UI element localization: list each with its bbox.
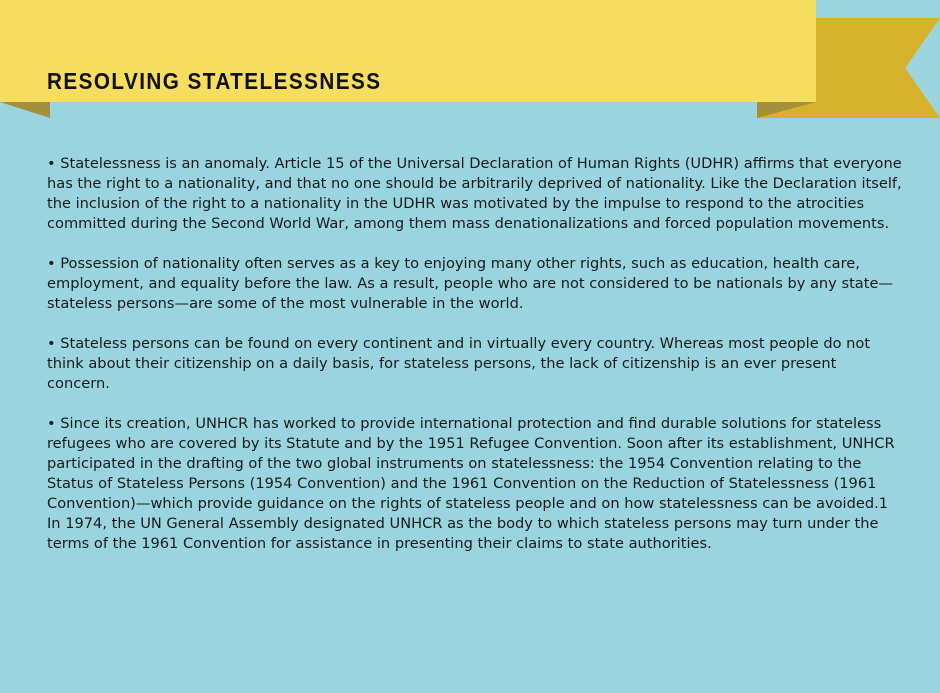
paragraph-nationality-right: • Statelessness is an anomaly. Article 15 of the Universal Declaration of Human Rights (UDHR) affirms that everyone has the right to a nationality, and that no one should be arbitrarily deprived of nationality. Like the Declaration itself, the inclusion of the right to a nationality in the UDHR was motivated by the impulse to respond to the atrocities committed during the Second World War, among them mass denationalizations and forced population movements. <box>47 155 902 232</box>
banner-fold-left <box>0 102 50 118</box>
paragraph-unhcr-mandate: • Since its creation, UNHCR has worked to provide international protection and find durable solutions for stateless refugees who are covered by its Statute and by the 1951 Refugee Convention. Soon after its establishment, UNHCR participated in the drafting of the two global instruments on statelessness: the 1954 Convention relating to the Status of Stateless Persons (1954 Convention) and the 1961 Convention on the Reduction of Statelessness (1961 Convention)—which provide guidance on the rights of stateless people and on how statelessness can be avoided.1 In 1974, the UN General Assembly designated UNHCR as the body to which stateless persons may turn under the terms of the 1961 Convention for assistance in presenting their claims to state authorities. <box>47 415 895 552</box>
paragraph-vulnerability: • Possession of nationality often serves as a key to enjoying many other rights, such as education, health care, employment, and equality before the law. As a result, people who are not considered to be nationals by any state—stateless persons—are some of the most vulnerable in the world. <box>47 255 894 312</box>
body-text <box>47 154 903 574</box>
page-title: RESOLVING STATELESSNESS <box>47 68 382 94</box>
paragraph-prevalence: • Stateless persons can be found on every continent and in virtually every country. Whereas most people do not think about their citizenship on a daily basis, for stateless persons, the lack of citizenship is an ever present concern. <box>47 335 871 392</box>
